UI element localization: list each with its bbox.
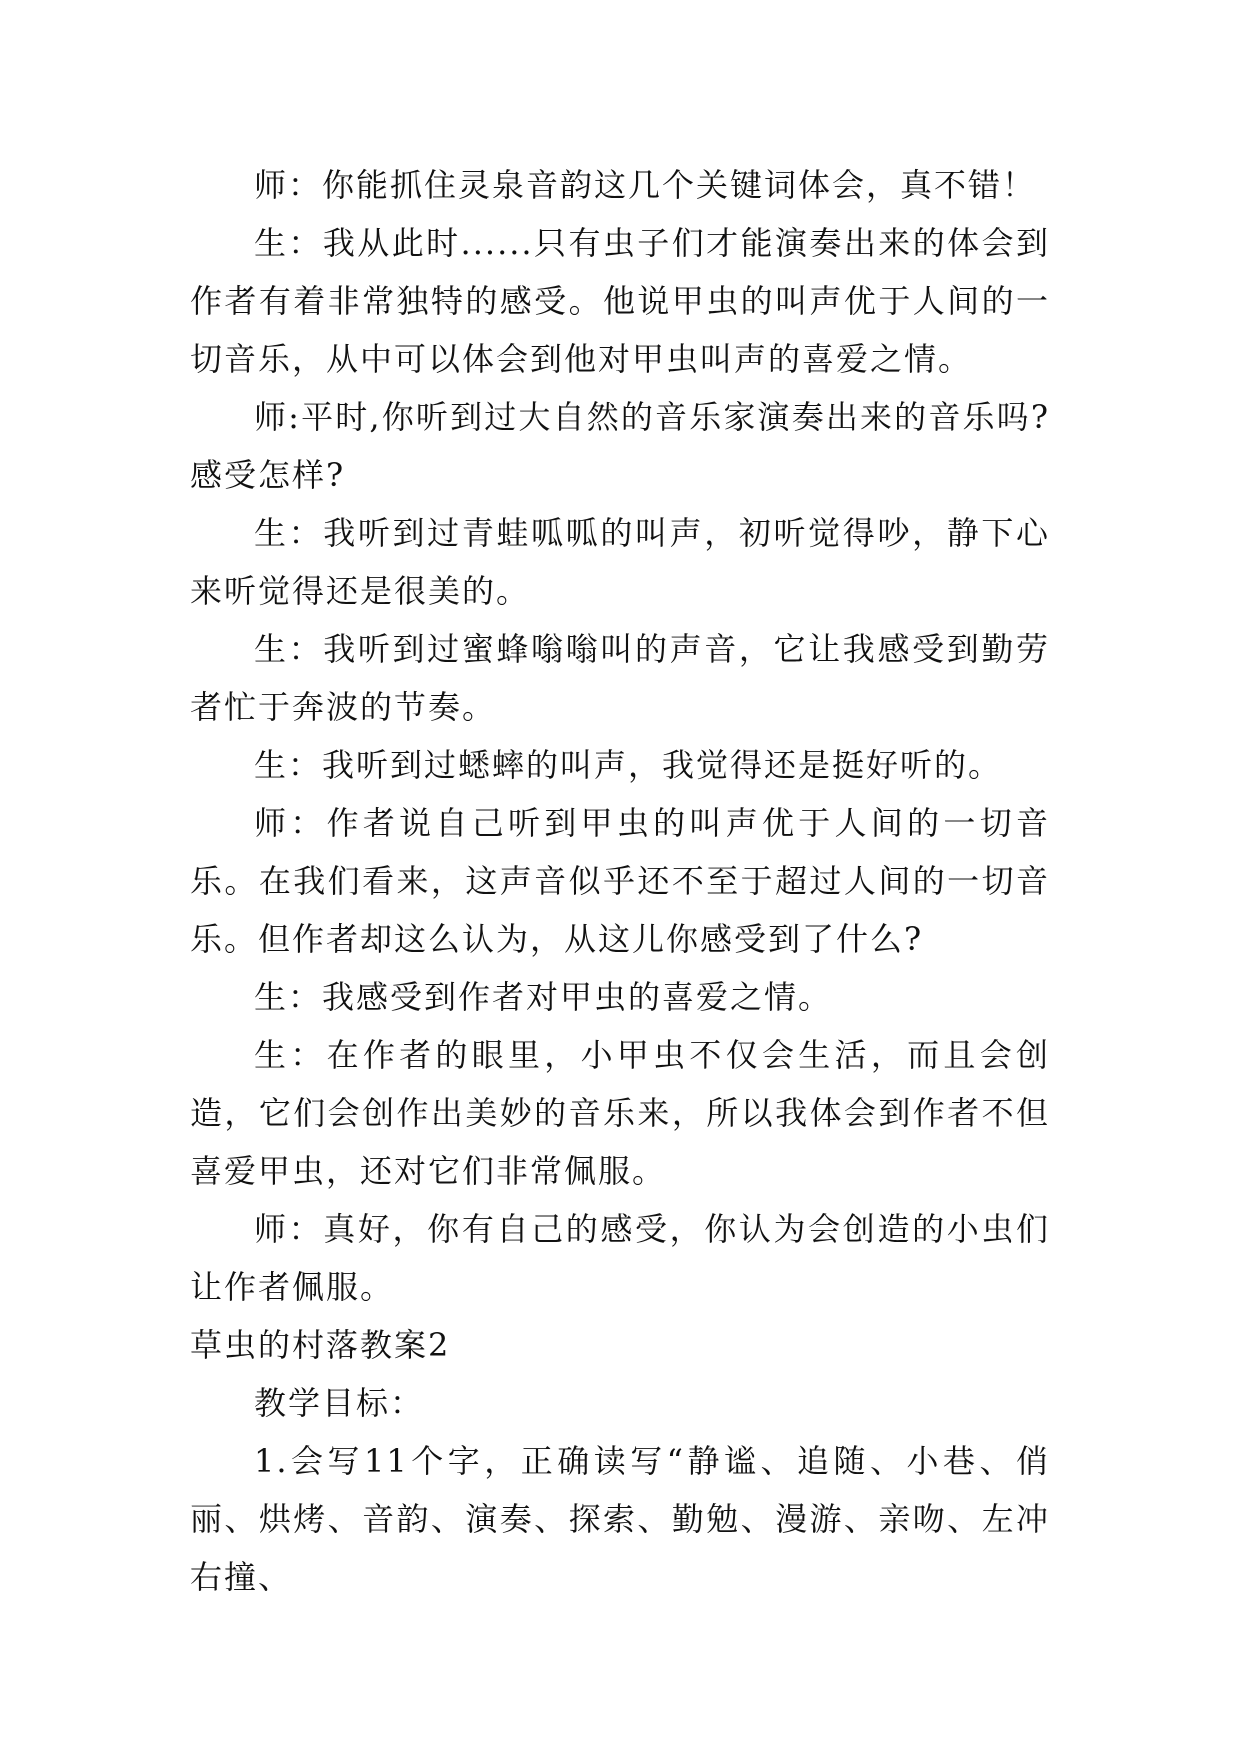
paragraph-student-feeling: 生：我从此时......只有虫子们才能演奏出来的体会到作者有着非常独特的感受。他说甲虫的叫声优于人间的一切音乐，从中可以体会到他对甲虫叫声的喜爱之情。 — [190, 224, 1050, 378]
document-body — [190, 156, 1050, 1606]
paragraph-student-bee: 生：我听到过蜜蜂嗡嗡叫的声音，它让我感受到勤劳者忙于奔波的节奏。 — [190, 630, 1050, 726]
paragraph-teacher-author: 师：作者说自己听到甲虫的叫声优于人间的一切音乐。在我们看来，这声音似乎还不至于超过人间的一切音乐。但作者却这么认为，从这儿你感受到了什么? — [190, 804, 1050, 958]
subsection-label: 教学目标： — [254, 1384, 425, 1422]
paragraph-teacher-question: 师:平时,你听到过大自然的音乐家演奏出来的音乐吗?感受怎样? — [190, 398, 1050, 494]
objective-item-1: 1.会写11个字，正确读写“静谧、追随、小巷、俏丽、烘烤、音韵、演奏、探索、勤勉、漫游、亲吻、左冲右撞、 — [190, 1442, 1050, 1596]
paragraph-teacher-praise: 师：你能抓住灵泉音韵这几个关键词体会，真不错！ — [254, 166, 1037, 204]
section-heading: 草虫的村落教案2 — [190, 1326, 451, 1364]
paragraph-teacher-summary: 师：真好，你有自己的感受，你认为会创造的小虫们让作者佩服。 — [190, 1210, 1050, 1306]
paragraph-student-love: 生：我感受到作者对甲虫的喜爱之情。 — [254, 978, 833, 1016]
paragraph-student-cricket: 生：我听到过蟋蟀的叫声，我觉得还是挺好听的。 — [254, 746, 1003, 784]
paragraph-student-frog: 生：我听到过青蛙呱呱的叫声，初听觉得吵，静下心来听觉得还是很美的。 — [190, 514, 1050, 610]
paragraph-student-admire: 生：在作者的眼里，小甲虫不仅会生活，而且会创造，它们会创作出美妙的音乐来，所以我体会到作者不但喜爱甲虫，还对它们非常佩服。 — [190, 1036, 1050, 1190]
